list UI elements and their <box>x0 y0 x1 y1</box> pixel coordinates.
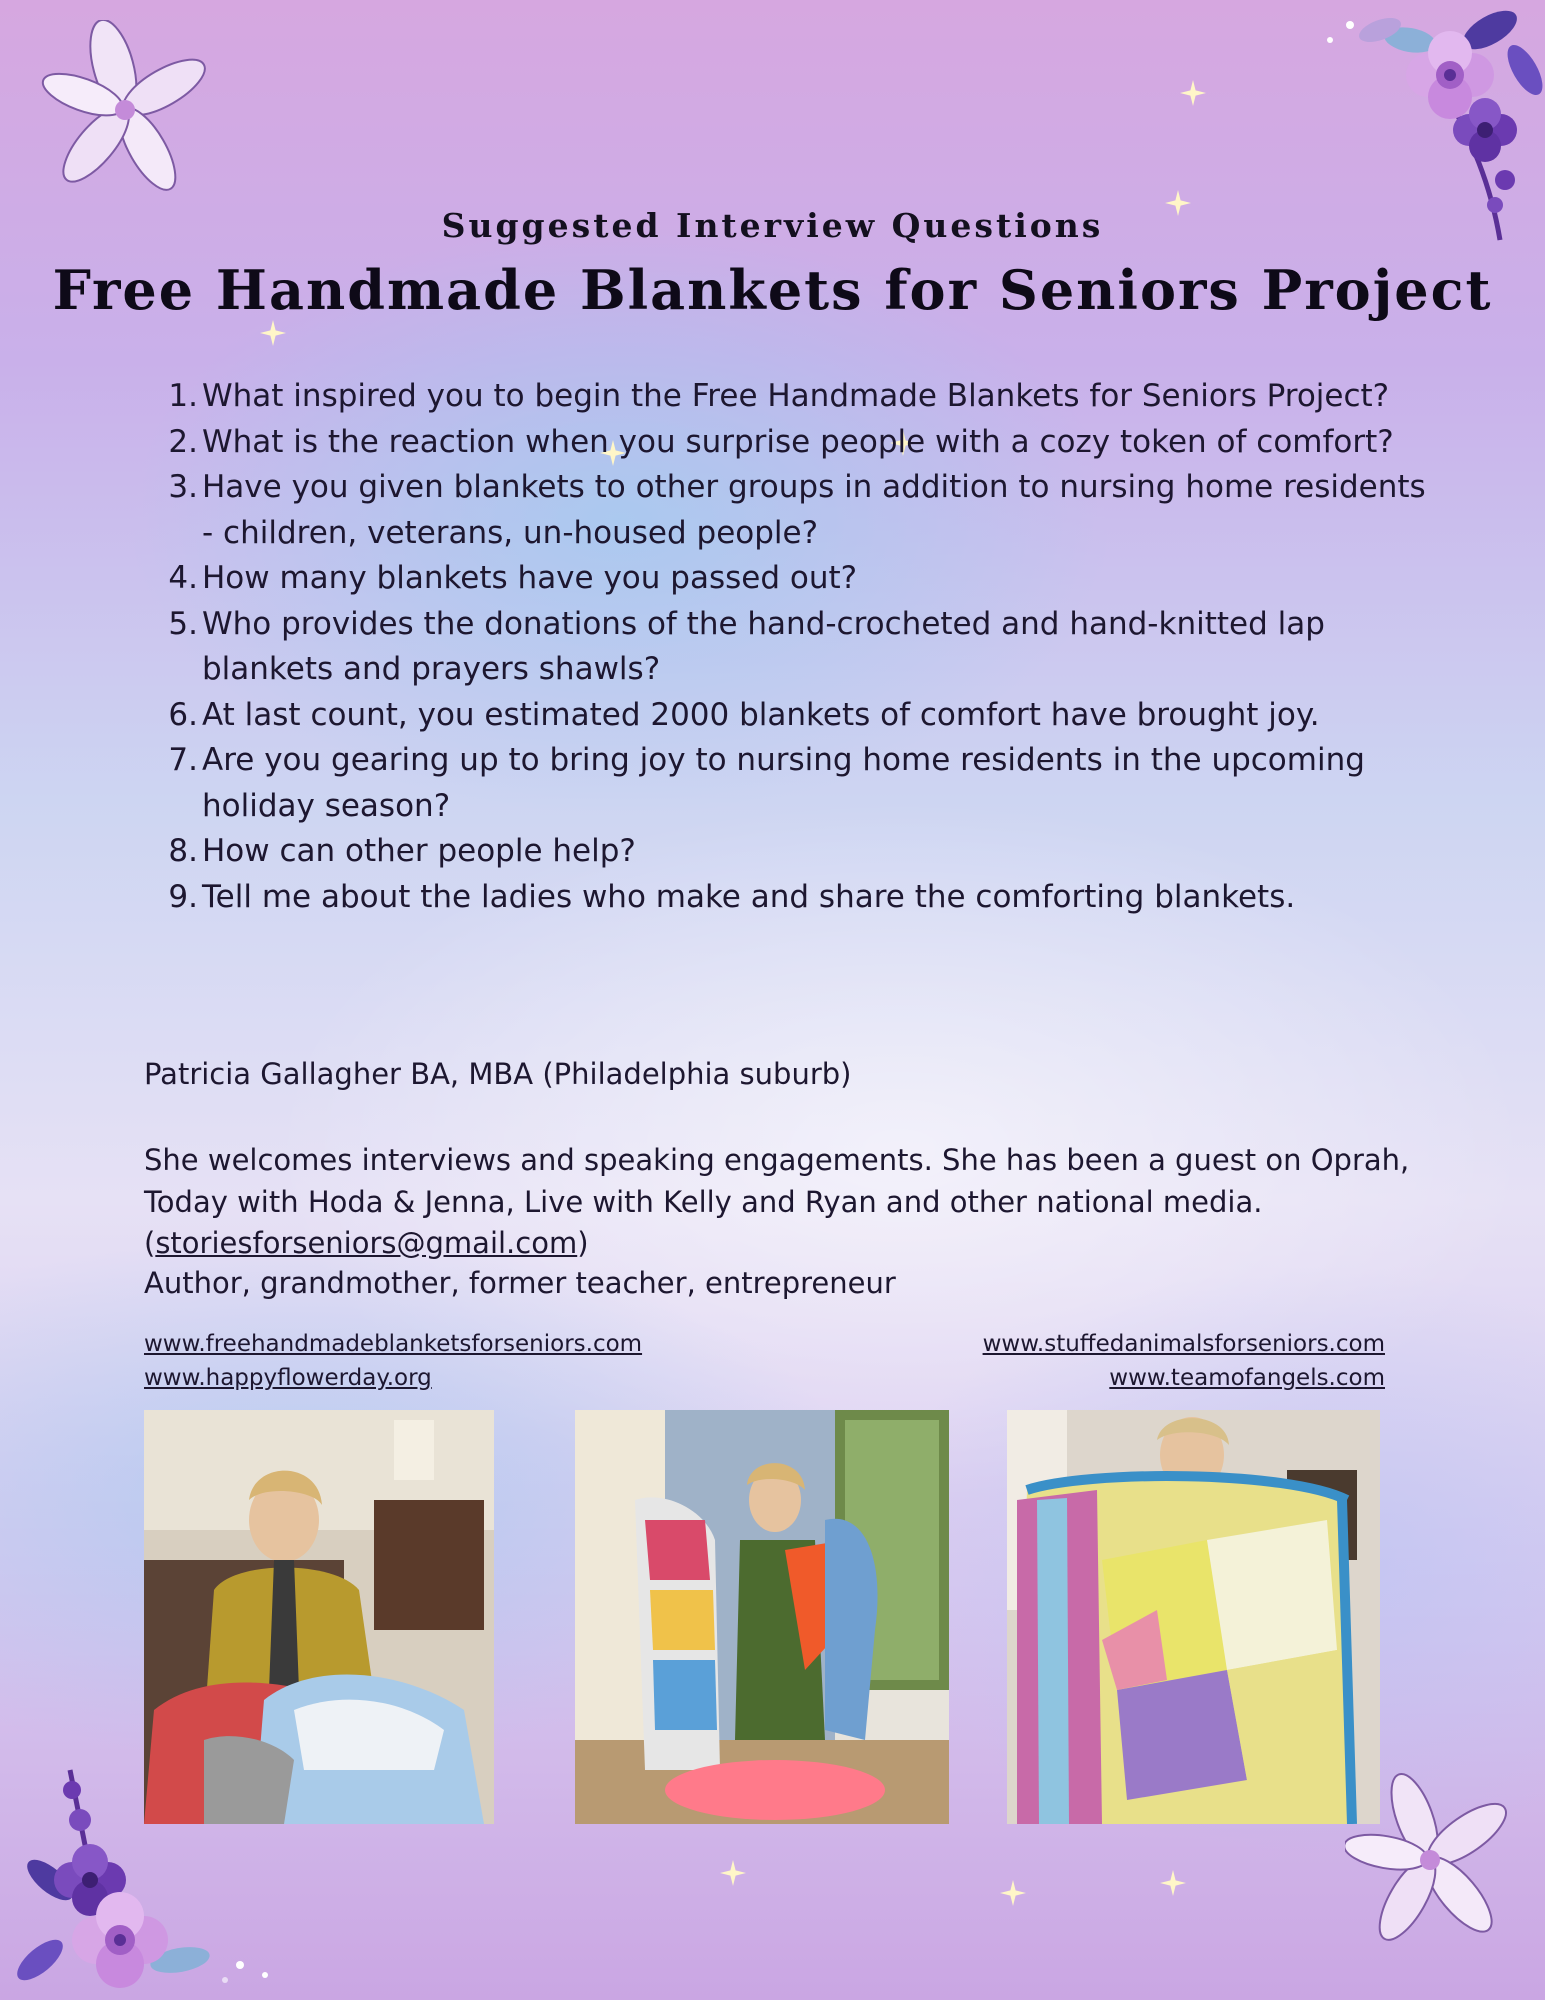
question-number: 9. <box>168 878 198 915</box>
list-item <box>170 374 1430 420</box>
photo-woman-holding-blankets <box>575 1410 949 1824</box>
question-number: 1. <box>168 378 198 414</box>
question-number: 2. <box>168 423 198 460</box>
question-number: 4. <box>168 560 198 596</box>
question-number: 5. <box>168 605 198 642</box>
question-text: What inspired you to begin the Free Handmade Blankets for Seniors Project? <box>202 378 1390 414</box>
subtitle: Suggested Interview Questions <box>441 206 1104 245</box>
question-text: Who provides the donations of the hand-crocheted and hand-knitted lap blankets and prayers shawls? <box>202 605 1325 687</box>
lily-flower-icon <box>40 20 210 200</box>
sparkle-icon <box>720 1860 746 1886</box>
page-title: Free Handmade Blankets for Seniors Project <box>52 258 1493 322</box>
sparkle-icon <box>1000 1880 1026 1906</box>
author-bio <box>144 1140 1414 1265</box>
question-number: 6. <box>168 696 198 733</box>
website-links-right <box>983 1327 1385 1395</box>
sparkle-icon <box>1180 80 1206 106</box>
question-text: Have you given blankets to other groups in addition to nursing home residents - children, veterans, un-housed people? <box>202 469 1426 551</box>
author-name: Patricia Gallagher BA, MBA (Philadelphia suburb) <box>144 1057 852 1091</box>
list-item <box>170 738 1430 829</box>
website-link[interactable]: www.teamofangels.com <box>1109 1365 1385 1391</box>
photo-woman-folding-blankets <box>144 1410 494 1824</box>
list-item <box>170 465 1430 556</box>
list-item <box>170 829 1430 875</box>
bio-close: ) <box>577 1226 589 1260</box>
question-text: At last count, you estimated 2000 blankets of comfort have brought joy. <box>202 696 1320 733</box>
list-item <box>170 602 1430 693</box>
bio-text: She welcomes interviews and speaking engagements. She has been a guest on Oprah, Today with Hoda & Jenna, Live with Kelly and Ryan and other national media. ( <box>144 1143 1410 1260</box>
questions-list <box>170 374 1430 920</box>
email-link[interactable]: storiesforseniors@gmail.com <box>155 1226 578 1260</box>
sparkle-icon <box>260 320 286 346</box>
question-text: How many blankets have you passed out? <box>202 560 858 596</box>
website-link[interactable]: www.happyflowerday.org <box>144 1365 432 1391</box>
list-item <box>170 420 1430 466</box>
photo-woman-showing-blanket <box>1007 1410 1380 1824</box>
question-text: What is the reaction when you surprise people with a cozy token of comfort? <box>202 423 1394 460</box>
website-links-left <box>144 1327 642 1395</box>
author-roles: Author, grandmother, former teacher, entrepreneur <box>144 1266 896 1300</box>
website-link[interactable]: www.freehandmadeblanketsforseniors.com <box>144 1331 643 1357</box>
list-item <box>170 693 1430 739</box>
sparkle-icon <box>1160 1870 1186 1896</box>
question-number: 8. <box>168 833 198 869</box>
question-text: Tell me about the ladies who make and share the comforting blankets. <box>202 878 1296 915</box>
list-item <box>170 556 1430 602</box>
question-number: 7. <box>168 742 198 778</box>
question-text: How can other people help? <box>202 833 636 869</box>
website-link[interactable]: www.stuffedanimalsforseniors.com <box>982 1331 1385 1357</box>
list-item <box>170 875 1430 921</box>
question-text: Are you gearing up to bring joy to nursing home residents in the upcoming holiday season? <box>202 742 1365 824</box>
question-number: 3. <box>168 469 198 505</box>
